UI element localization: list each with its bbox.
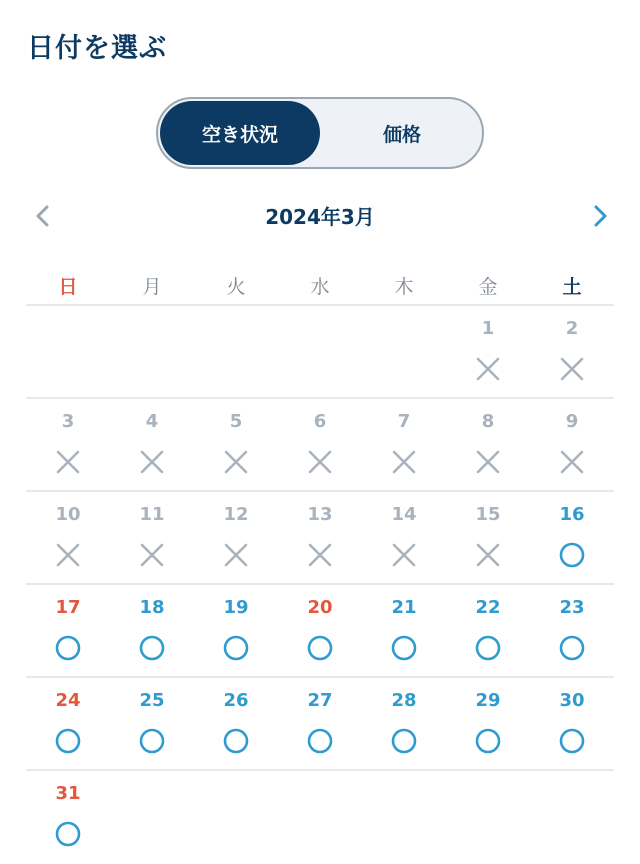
day-cell[interactable]	[194, 585, 278, 678]
circle-icon	[139, 728, 165, 754]
day-cell[interactable]	[446, 585, 530, 678]
day-number: 20	[307, 597, 333, 618]
day-cell	[446, 492, 530, 585]
day-cell[interactable]	[362, 585, 446, 678]
day-number: 3	[61, 411, 75, 432]
empty-day-cell	[194, 306, 278, 399]
calendar-grid	[26, 306, 614, 864]
availability-toggle-button[interactable]: 空き状況	[160, 101, 320, 165]
weekday-wed: 水	[310, 276, 330, 298]
cross-icon	[391, 542, 417, 568]
cross-icon	[559, 449, 585, 475]
circle-icon	[559, 542, 585, 568]
day-cell[interactable]	[110, 585, 194, 678]
day-number: 22	[475, 597, 501, 618]
day-number: 27	[307, 690, 333, 711]
calendar-week-row	[26, 306, 614, 399]
weekday-fri: 金	[478, 276, 498, 298]
day-number: 29	[475, 690, 501, 711]
circle-icon	[559, 635, 585, 661]
cross-icon	[475, 449, 501, 475]
day-cell[interactable]	[194, 678, 278, 771]
empty-day-cell	[362, 771, 446, 864]
circle-icon	[223, 728, 249, 754]
empty-day-cell	[110, 771, 194, 864]
circle-icon	[307, 728, 333, 754]
day-cell	[194, 399, 278, 492]
calendar-week-row	[26, 585, 614, 678]
empty-day-cell	[194, 771, 278, 864]
month-label: 2024年3月	[265, 205, 375, 229]
day-cell[interactable]	[530, 585, 614, 678]
day-cell[interactable]	[278, 678, 362, 771]
empty-day-cell	[530, 771, 614, 864]
empty-day-cell	[362, 306, 446, 399]
day-number: 15	[475, 504, 501, 525]
weekday-thu: 木	[394, 276, 414, 298]
cross-icon	[475, 542, 501, 568]
cross-icon	[55, 542, 81, 568]
day-number: 28	[391, 690, 417, 711]
day-number: 30	[559, 690, 585, 711]
day-cell[interactable]	[26, 771, 110, 864]
circle-icon	[391, 635, 417, 661]
day-number: 14	[391, 504, 417, 525]
day-cell	[278, 399, 362, 492]
circle-icon	[475, 635, 501, 661]
day-cell	[446, 399, 530, 492]
cross-icon	[139, 542, 165, 568]
empty-day-cell	[110, 306, 194, 399]
day-number: 6	[313, 411, 327, 432]
day-cell	[278, 492, 362, 585]
circle-icon	[55, 728, 81, 754]
day-cell	[362, 399, 446, 492]
day-number: 24	[55, 690, 81, 711]
day-number: 12	[223, 504, 249, 525]
weekday-sun: 日	[58, 276, 78, 298]
cross-icon	[55, 449, 81, 475]
day-cell	[26, 399, 110, 492]
day-number: 13	[307, 504, 333, 525]
day-cell[interactable]	[362, 678, 446, 771]
cross-icon	[559, 356, 585, 382]
day-number: 8	[481, 411, 495, 432]
cross-icon	[307, 449, 333, 475]
day-cell	[530, 306, 614, 399]
next-month-button[interactable]	[587, 201, 613, 231]
day-number: 10	[55, 504, 81, 525]
day-number: 4	[145, 411, 159, 432]
day-cell	[362, 492, 446, 585]
day-number: 26	[223, 690, 249, 711]
cross-icon	[391, 449, 417, 475]
cross-icon	[139, 449, 165, 475]
day-cell	[446, 306, 530, 399]
empty-day-cell	[26, 306, 110, 399]
weekday-header	[26, 272, 614, 304]
day-cell[interactable]	[26, 585, 110, 678]
day-number: 23	[559, 597, 585, 618]
calendar-week-row	[26, 771, 614, 864]
day-cell[interactable]	[446, 678, 530, 771]
weekday-sat: 土	[562, 276, 582, 298]
day-number: 11	[139, 504, 165, 525]
view-toggle	[156, 97, 484, 169]
weekday-mon: 月	[142, 276, 162, 298]
circle-icon	[391, 728, 417, 754]
cross-icon	[223, 542, 249, 568]
day-cell	[26, 492, 110, 585]
day-cell[interactable]	[530, 492, 614, 585]
circle-icon	[307, 635, 333, 661]
circle-icon	[55, 821, 81, 847]
chevron-right-icon	[587, 201, 613, 231]
weekday-tue: 火	[226, 276, 246, 298]
day-number: 9	[565, 411, 579, 432]
page-title: 日付を選ぶ	[27, 33, 167, 64]
circle-icon	[139, 635, 165, 661]
day-cell	[110, 399, 194, 492]
circle-icon	[475, 728, 501, 754]
circle-icon	[223, 635, 249, 661]
circle-icon	[559, 728, 585, 754]
day-number: 25	[139, 690, 165, 711]
day-cell	[530, 399, 614, 492]
day-number: 19	[223, 597, 249, 618]
day-number: 7	[397, 411, 411, 432]
empty-day-cell	[278, 306, 362, 399]
empty-day-cell	[446, 771, 530, 864]
day-cell	[110, 492, 194, 585]
cross-icon	[475, 356, 501, 382]
day-cell	[194, 492, 278, 585]
day-cell[interactable]	[278, 585, 362, 678]
day-number: 16	[559, 504, 585, 525]
empty-day-cell	[278, 771, 362, 864]
cross-icon	[307, 542, 333, 568]
day-number: 21	[391, 597, 417, 618]
day-number: 17	[55, 597, 81, 618]
calendar-week-row	[26, 492, 614, 585]
cross-icon	[223, 449, 249, 475]
day-cell[interactable]	[110, 678, 194, 771]
calendar-week-row	[26, 399, 614, 492]
day-number: 1	[481, 318, 495, 339]
day-number: 31	[55, 783, 81, 804]
calendar-week-row	[26, 678, 614, 771]
day-cell[interactable]	[530, 678, 614, 771]
day-number: 5	[229, 411, 243, 432]
price-toggle-button[interactable]: 価格	[382, 123, 421, 146]
day-cell[interactable]	[26, 678, 110, 771]
day-number: 18	[139, 597, 165, 618]
day-number: 2	[565, 318, 579, 339]
circle-icon	[55, 635, 81, 661]
